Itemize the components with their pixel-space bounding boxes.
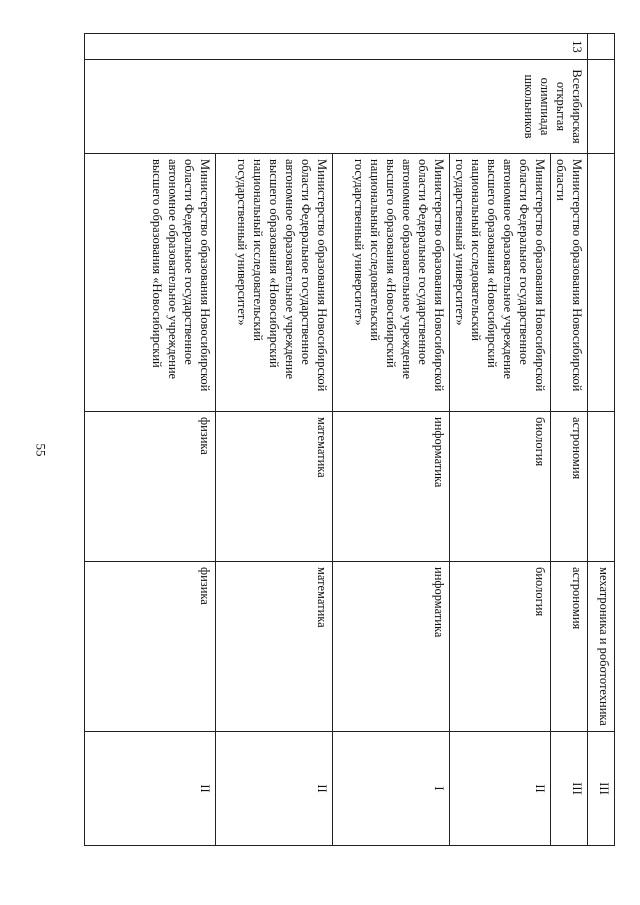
profile-cell: математика (216, 412, 333, 562)
profile-cell: информатика (333, 412, 450, 562)
subject-cell: информатика (333, 562, 450, 732)
olympiad-table (84, 33, 615, 846)
olympiad-name: Всесибирская открытая олимпиада школьников (85, 60, 588, 154)
table-row (551, 34, 588, 846)
olympiad-number: 13 (85, 34, 588, 60)
level-cell: II (450, 732, 551, 846)
organizer-cell (588, 154, 615, 412)
level-cell: II (216, 732, 333, 846)
page-number: 55 (33, 443, 49, 457)
organizer-cell: Министерство образования Новосибирской области Федеральное государственное автономное образовательное учреждение высшего образования «Новосибирский (85, 154, 216, 412)
subject-cell: астрономия (551, 562, 588, 732)
profile-cell: биология (450, 412, 551, 562)
subject-cell: мехатроника и робототехника (588, 562, 615, 732)
subject-cell: математика (216, 562, 333, 732)
subject-cell: физика (85, 562, 216, 732)
subject-cell: биология (450, 562, 551, 732)
organizer-cell: Министерство образования Новосибирской области Федеральное государственное автономное образовательное учреждение высшего образования «Новосибирский национальный исследовательский государственный университет» (450, 154, 551, 412)
level-cell: III (551, 732, 588, 846)
organizer-cell: Министерство образования Новосибирской области Федеральное государственное автономное образовательное учреждение высшего образования «Новосибирский национальный исследовательский государственный университет» (333, 154, 450, 412)
level-cell: II (85, 732, 216, 846)
organizer-cell: Министерство образования Новосибирской области (551, 154, 588, 412)
name-cell (588, 60, 615, 154)
profile-cell: астрономия (551, 412, 588, 562)
number-cell (588, 34, 615, 60)
rotated-table-wrapper (95, 33, 615, 845)
level-cell: III (588, 732, 615, 846)
rotated-table (95, 33, 615, 845)
table-row (216, 34, 333, 846)
level-cell: I (333, 732, 450, 846)
table-row (85, 34, 216, 846)
organizer-cell: Министерство образования Новосибирской области Федеральное государственное автономное образовательное учреждение высшего образования «Новосибирский национальный исследовательский государственный университет» (216, 154, 333, 412)
table-row (333, 34, 450, 846)
table-row (450, 34, 551, 846)
table-row (588, 34, 615, 846)
profile-cell: физика (85, 412, 216, 562)
profile-cell (588, 412, 615, 562)
